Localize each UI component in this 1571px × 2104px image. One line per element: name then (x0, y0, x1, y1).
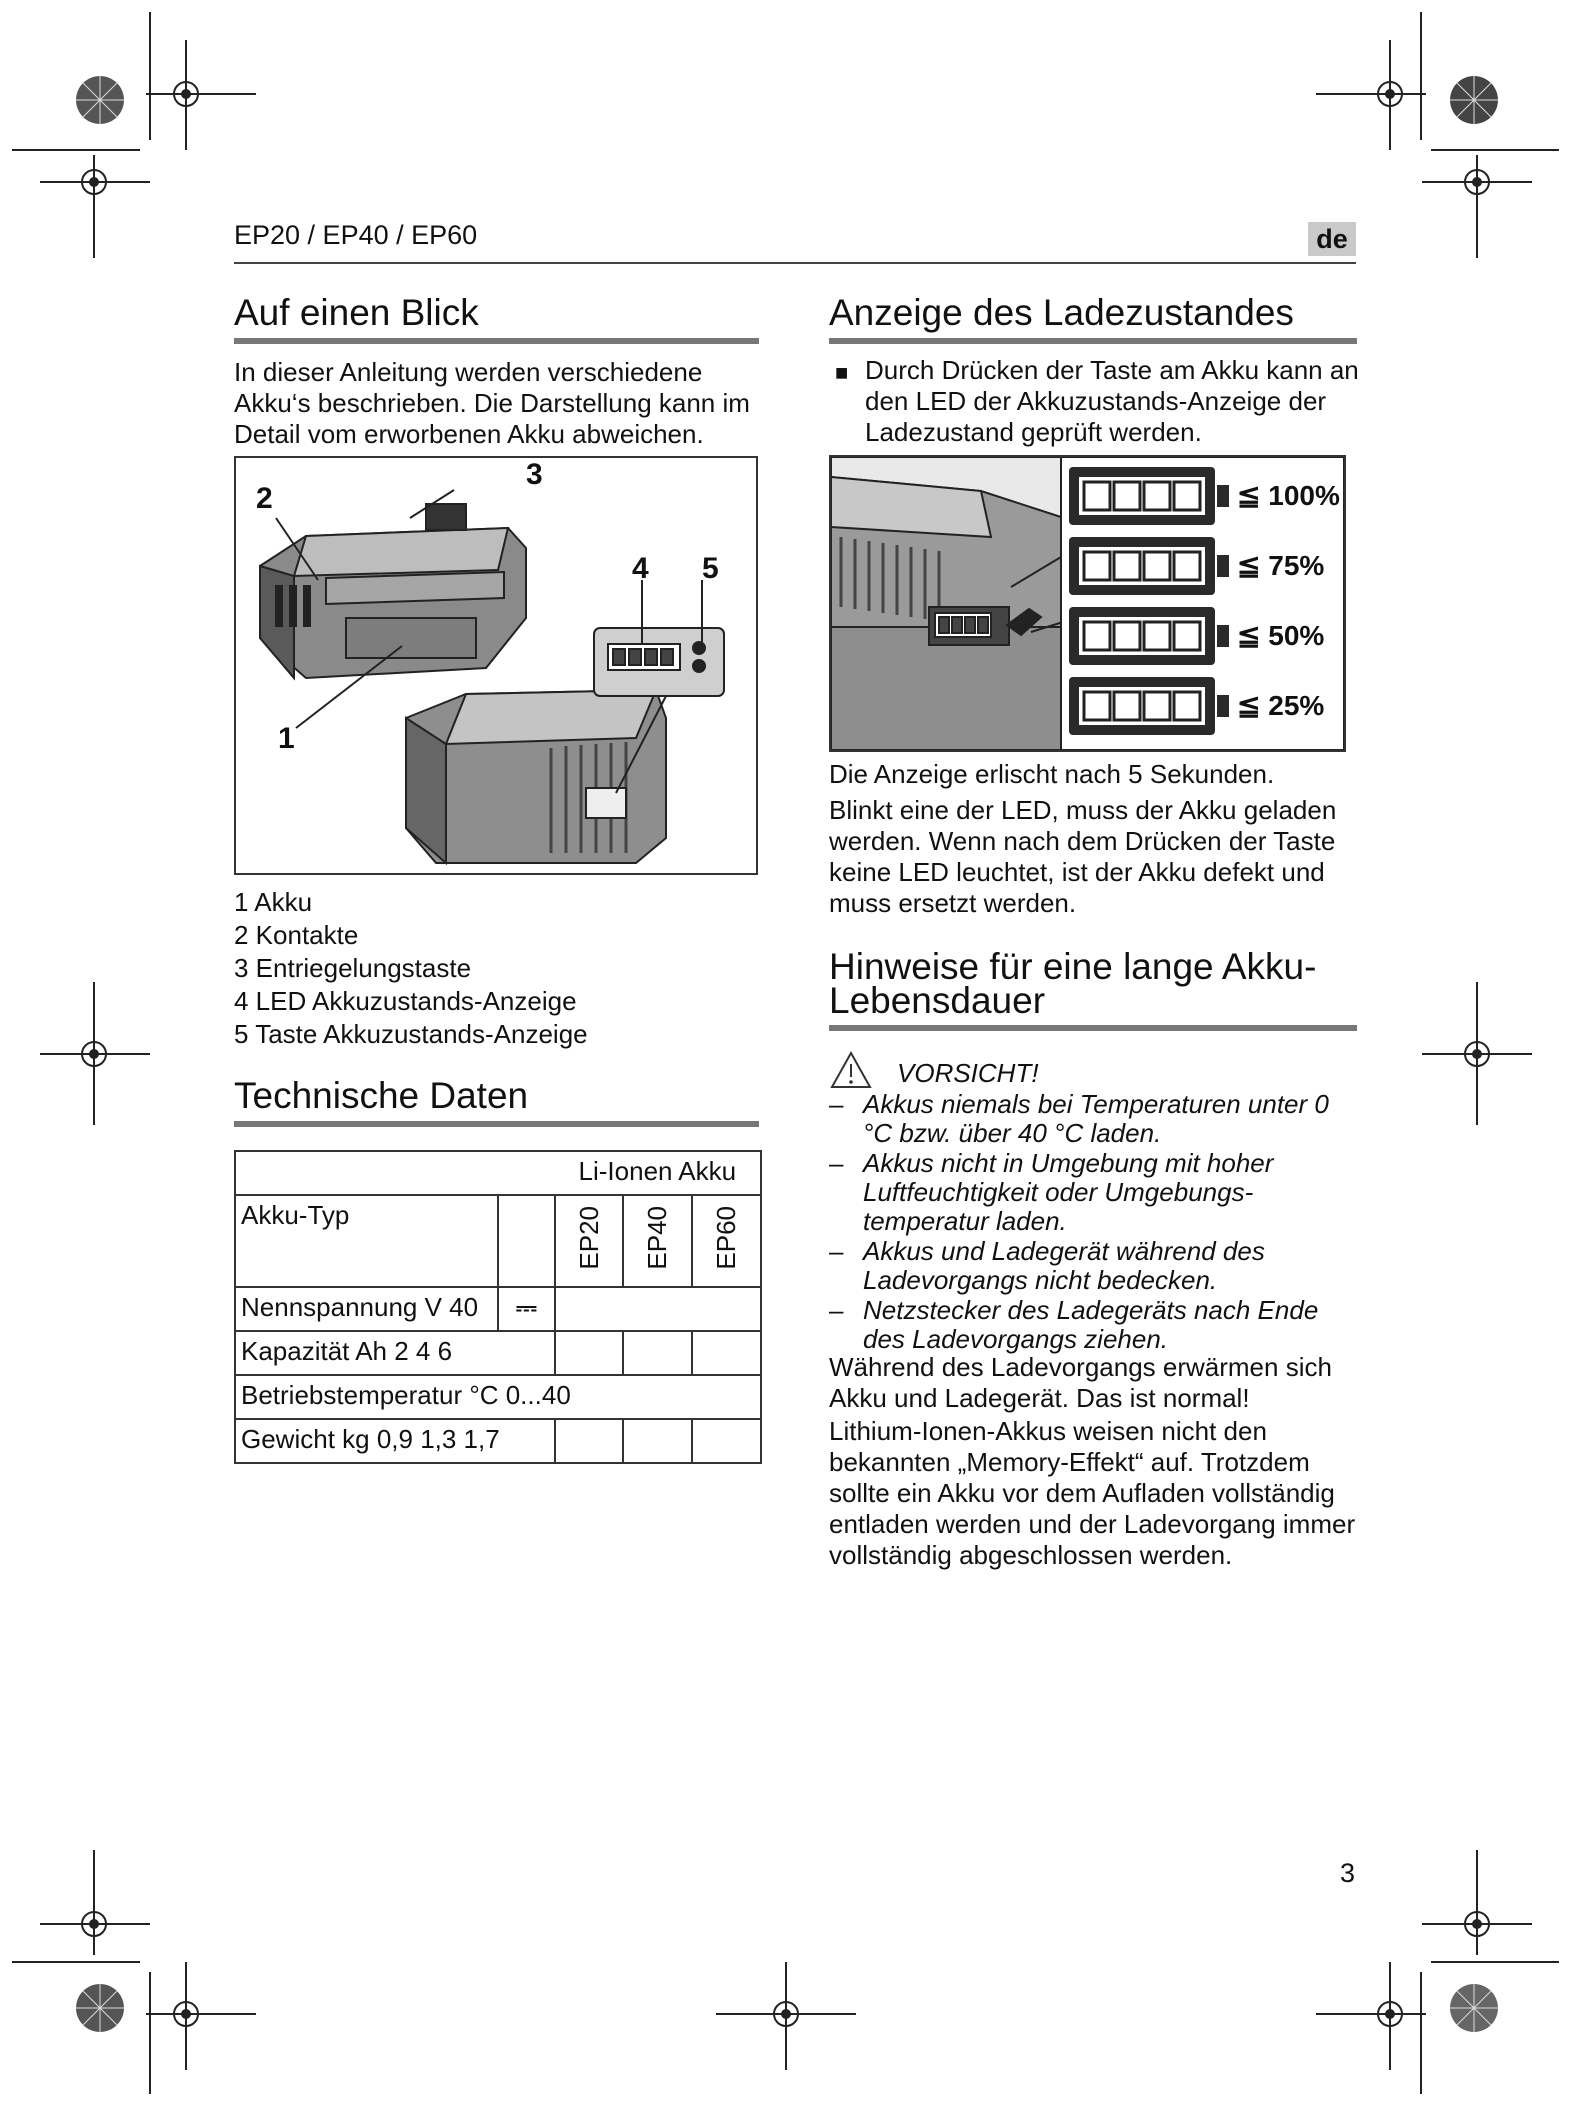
caution-label: VORSICHT! (897, 1058, 1039, 1088)
caution-item: – Akkus niemals bei Temperaturen unter 0 °C bzw. über 40 °C laden. (829, 1090, 1359, 1148)
section-rule (234, 1121, 759, 1127)
table-row (235, 1287, 761, 1331)
legend-item: 3 Entriegelungstaste (234, 953, 472, 983)
battery-level-icon-4 (1067, 465, 1233, 527)
document-model-header: EP20 / EP40 / EP60 (234, 220, 478, 250)
page-number: 3 (1340, 1858, 1356, 1888)
battery-level-row (1061, 605, 1344, 667)
section-title-overview: Auf einen Blick (234, 292, 479, 333)
caution-item: – Akkus und Ladegerät während des Ladevorgangs nicht bedecken. (829, 1237, 1359, 1295)
language-badge: de (1308, 222, 1356, 256)
section-title-life: Hinweise für eine lange Akku-Lebensdauer (829, 946, 1317, 1021)
battery-overview-figure (234, 456, 758, 875)
callout-number-5: 5 (702, 552, 719, 585)
callout-number-2: 2 (256, 482, 273, 515)
overview-intro: In dieser Anleitung werden verschiedene Akku‘s beschrieben. Die Darstellung kann im Detail vom erworbenen Akku abweichen. (234, 357, 750, 449)
table-model-ep40: EP40 (642, 1205, 673, 1270)
life-para-2: Lithium-Ionen-Akkus weisen nicht den bekannten „Memory-Effekt“ auf. Trotzdem sollte ein Akku vor dem Aufladen vollständig entladen werden und der Ladevorgang immer vollständig abgeschlossen werden. (829, 1416, 1356, 1570)
life-paragraphs (829, 1352, 1369, 1571)
legend-item: 5 Taste Akkuzustands-Anzeige (234, 1019, 588, 1049)
table-model-row (235, 1195, 761, 1287)
legend-item: 2 Kontakte (234, 920, 359, 950)
battery-level-label: ≦ 25% (1237, 690, 1325, 721)
battery-level-row (1061, 535, 1344, 597)
table-row (235, 1375, 761, 1419)
battery-level-row (1061, 675, 1344, 737)
battery-level-row (1061, 465, 1344, 527)
charge-note-1: Die Anzeige erlischt nach 5 Sekunden. (829, 759, 1275, 789)
battery-level-icon-1 (1067, 675, 1233, 737)
battery-level-label: ≦ 50% (1237, 620, 1325, 651)
battery-level-icon-2 (1067, 605, 1233, 667)
section-title-tech: Technische Daten (234, 1075, 529, 1116)
callout-number-3: 3 (526, 458, 543, 491)
legend-item: 4 LED Akkuzustands-Anzeige (234, 986, 577, 1016)
life-para-1: Während des Ladevorgangs erwärmen sich Akku und Ladegerät. Das ist normal! (829, 1352, 1332, 1413)
caution-item: – Akkus nicht in Umgebung mit hoher Luftfeuchtigkeit oder Umgebungs-temperatur laden. (829, 1149, 1359, 1236)
section-rule (234, 338, 759, 344)
table-model-ep60: EP60 (711, 1205, 742, 1270)
charge-bullet (829, 355, 1363, 448)
table-cell-capacity: Kapazität Ah 2 4 6 (235, 1331, 555, 1375)
callout-number-4: 4 (632, 552, 649, 585)
bullet-square-icon: ■ (835, 360, 849, 385)
callout-number-1: 1 (278, 722, 295, 755)
battery-level-label: ≦ 100% (1237, 480, 1340, 511)
table-row (235, 1331, 761, 1375)
table-type-label: Akku-Typ (235, 1195, 498, 1287)
table-group-header: Li-Ionen Akku (555, 1151, 761, 1195)
section-rule (829, 1025, 1357, 1031)
header-divider (234, 262, 1356, 264)
legend-item: 1 Akku (234, 887, 313, 917)
charge-bullet-text: Durch Drücken der Taste am Akku kann an den LED der Akkuzustands-Anzeige der Ladezustand geprüft werden. (865, 355, 1359, 447)
battery-level-label: ≦ 75% (1237, 550, 1325, 581)
spec-table (234, 1150, 762, 1464)
table-header-row (235, 1151, 761, 1195)
table-row (235, 1419, 761, 1463)
charge-note-2: Blinkt eine der LED, muss der Akku geladen werden. Wenn nach dem Drücken der Taste keine LED leuchtet, ist der Akku defekt und muss ersetzt werden. (829, 795, 1337, 918)
battery-illustration (236, 458, 756, 873)
dc-symbol-icon: ⎓ (498, 1287, 555, 1331)
warning-triangle-icon (829, 1050, 873, 1090)
section-title-charge: Anzeige des Ladezustandes (829, 292, 1294, 333)
caution-list (829, 1090, 1359, 1355)
charge-notes (829, 759, 1369, 919)
table-cell-voltage: Nennspannung V 40 (235, 1287, 498, 1331)
table-model-ep20: EP20 (573, 1205, 604, 1270)
caution-item: – Netzstecker des Ladegeräts nach Ende des Ladevorgangs ziehen. (829, 1296, 1359, 1354)
section-rule (829, 338, 1357, 344)
battery-level-list (1061, 457, 1344, 750)
overview-legend (234, 886, 588, 1051)
charge-state-figure (829, 455, 1346, 752)
table-cell-temperature: Betriebstemperatur °C 0...40 (235, 1375, 761, 1419)
battery-level-icon-3 (1067, 535, 1233, 597)
table-cell-weight: Gewicht kg 0,9 1,3 1,7 (235, 1419, 555, 1463)
